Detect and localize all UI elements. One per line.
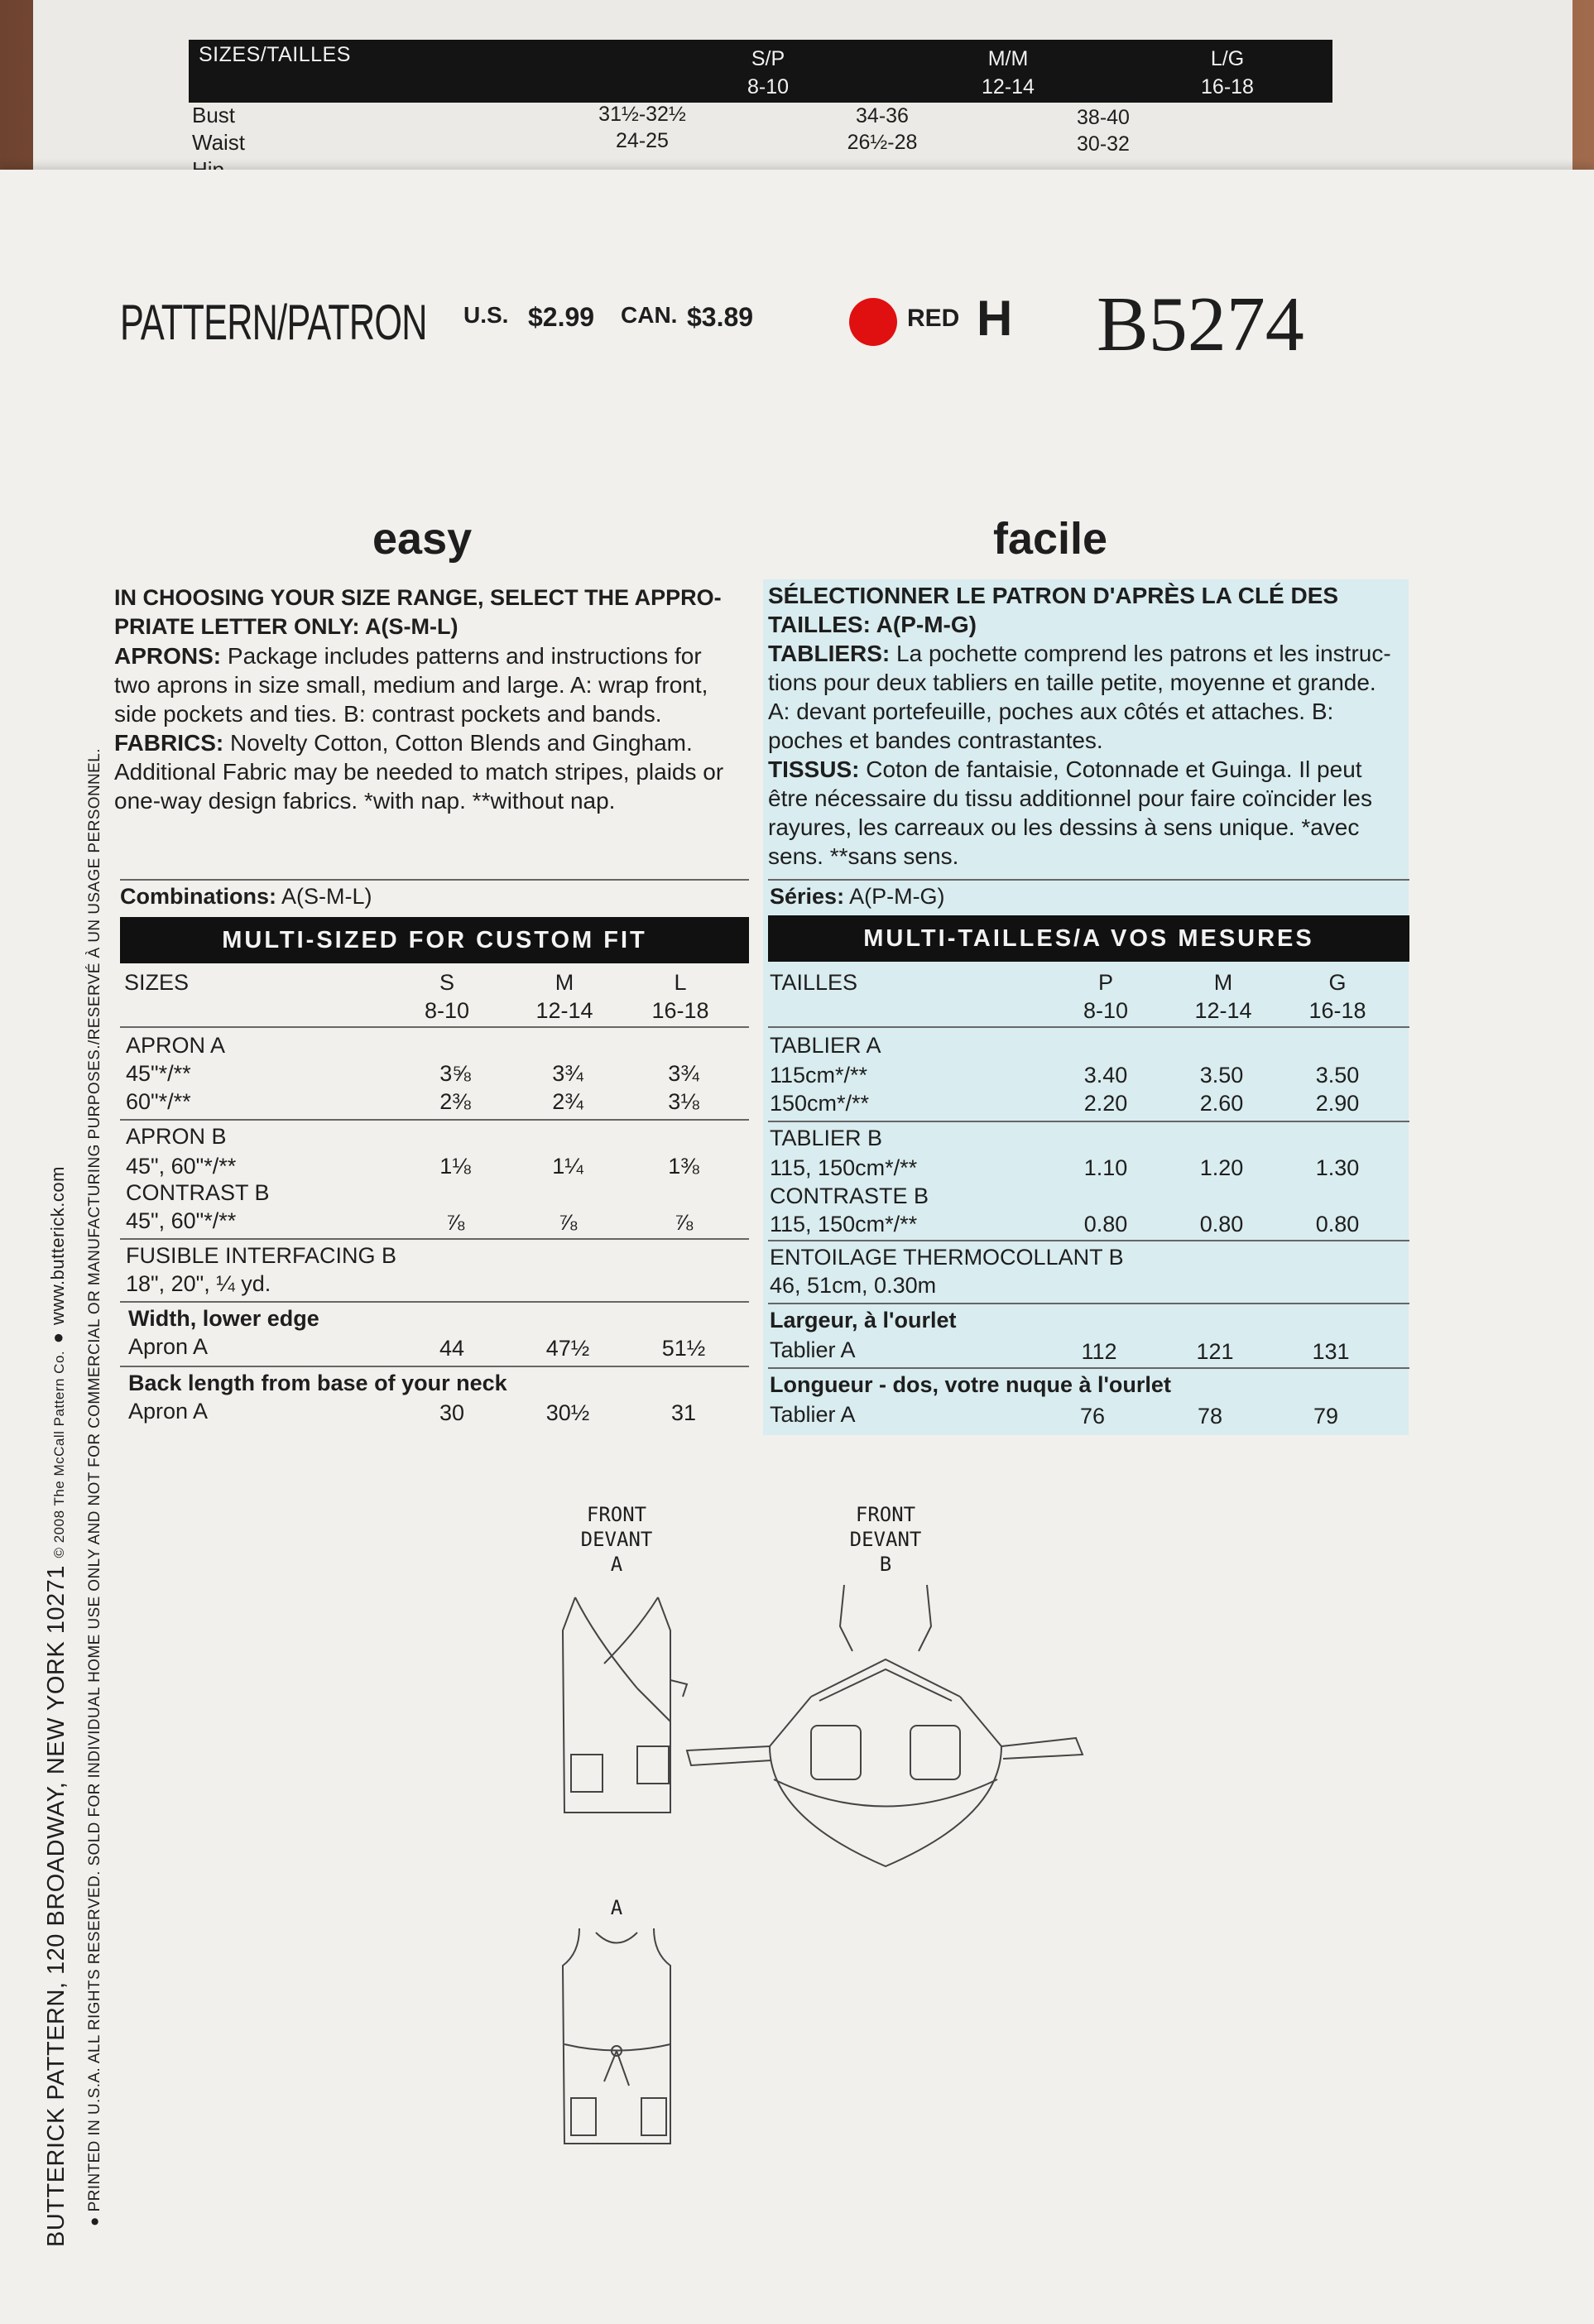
size-range-m: 12-14 — [535, 998, 593, 1023]
table-cell: 1.10 — [1083, 1155, 1128, 1180]
table-cell: 3¾ — [552, 1061, 583, 1086]
table-cell: 3¾ — [668, 1061, 699, 1086]
divider — [120, 1301, 749, 1303]
table-cell: 78 — [1197, 1404, 1223, 1428]
size-code-m: M — [555, 970, 574, 995]
size-code-m: M — [1213, 970, 1233, 995]
legal-notice: ● PRINTED IN U.S.A. ALL RIGHTS RESERVED. SOLD FOR INDIVIDUAL HOME USE ONLY AND NOT FOR COMMERCIAL OR MANUFACTURING PURPOSES./RESERVÉ À UN USAGE PERSONNEL. — [86, 748, 103, 2226]
apron-b-widths: 45", 60"*/** — [126, 1154, 237, 1179]
table-cell: 1⅛ — [439, 1154, 471, 1179]
table-cell: 3.50 — [1199, 1063, 1244, 1088]
table-cell: 3.40 — [1083, 1063, 1128, 1088]
series: Séries: A(P-M-G) — [770, 884, 945, 909]
english-title: easy — [372, 514, 473, 564]
website-text: www.butterick.com — [47, 1166, 68, 1325]
entoilage-detail: 46, 51cm, 0.30m — [770, 1273, 937, 1298]
table-cell: 3⅝ — [439, 1061, 471, 1086]
pattern-number: B5274 — [1097, 281, 1304, 367]
tablier-b-widths: 115, 150cm*/** — [770, 1155, 918, 1180]
table-cell: 1.20 — [1199, 1155, 1244, 1180]
tablier-a-115: 115cm*/** — [770, 1063, 868, 1088]
divider — [120, 1238, 749, 1240]
apron-b-front-sketch — [679, 1577, 1092, 1875]
sketch-label-front-a: FRONT DEVANT A — [580, 1503, 653, 1576]
interfacing-detail: 18", 20", ¼ yd. — [126, 1271, 271, 1296]
table-cell: 2¾ — [552, 1089, 583, 1114]
divider — [768, 879, 1409, 881]
publisher-address: BUTTERICK PATTERN, 120 BROADWAY, NEW YORK 10271 © 2008 The McCall Pattern Co. ● www.butterick.com — [43, 1166, 70, 2247]
waist-small: 24-25 — [616, 129, 669, 152]
table-cell: 1.30 — [1315, 1155, 1360, 1180]
entoilage-label: ENTOILAGE THERMOCOLLANT B — [770, 1245, 1124, 1270]
apron-a-label: APRON A — [126, 1033, 226, 1058]
size-col-medium: M/M 12-14 — [982, 47, 1035, 98]
bust-large: 38-40 — [1077, 106, 1130, 129]
table-cell: 79 — [1313, 1404, 1339, 1428]
combinations: Combinations: A(S-M-L) — [120, 884, 372, 909]
price-code: H — [977, 290, 1013, 346]
size-code-s: S — [439, 970, 454, 995]
sizes-label: SIZES — [124, 970, 190, 995]
english-description: IN CHOOSING YOUR SIZE RANGE, SELECT THE APPRO- PRIATE LETTER ONLY: A(S-M-L) APRONS: Package includes patterns and instructions for two aprons in size small, medium and large. A: wrap front, side pockets and ties. B: contrast pockets and bands. FABRICS: Novelty Cotton, Cotton Blends and Gingham. Additional Fabric may be needed to match stripes, plaids or one-way design fabrics. *with nap. **without nap. — [114, 585, 724, 814]
divider — [120, 879, 749, 881]
size-col-small: S/P 8-10 — [747, 47, 790, 98]
divider — [768, 1240, 1409, 1241]
size-code-p: P — [1097, 970, 1113, 995]
sketch-label-back-a: A — [610, 1896, 623, 1919]
interfacing-label: FUSIBLE INTERFACING B — [126, 1243, 397, 1268]
english-chart-bar: MULTI-SIZED FOR CUSTOM FIT — [120, 917, 749, 963]
sketch-label-front-b: FRONT DEVANT B — [849, 1503, 922, 1576]
size-range-s: 8-10 — [424, 998, 470, 1023]
longueur-label: Longueur - dos, votre nuque à l'ourlet — [770, 1372, 1171, 1397]
usage-text: SOLD FOR INDIVIDUAL HOME USE ONLY AND NOT FOR COMMERCIAL OR MANUFACTURING PURPOSES./RESERVÉ À UN USAGE PERSONNEL. — [86, 748, 103, 1866]
contrast-b-widths: 45", 60"*/** — [126, 1208, 237, 1233]
divider — [768, 1303, 1409, 1304]
pattern-label: PATTERN/PATRON — [120, 295, 427, 350]
table-cell: 47½ — [545, 1336, 590, 1361]
contraste-b-widths: 115, 150cm*/** — [770, 1212, 918, 1236]
table-cell: ⅞ — [558, 1210, 578, 1235]
size-range-g: 16-18 — [1308, 998, 1366, 1023]
table-cell: 0.80 — [1315, 1212, 1360, 1236]
size-col-large: L/G 16-18 — [1201, 47, 1254, 98]
table-cell: 3.50 — [1315, 1063, 1360, 1088]
table-cell: 30½ — [545, 1400, 590, 1425]
size-code-g: G — [1328, 970, 1347, 995]
size-chart-title: SIZES/TAILLES — [199, 43, 351, 66]
length-label: Back length from base of your neck — [128, 1371, 507, 1395]
longueur-row: Tablier A — [770, 1402, 856, 1427]
size-row-bust: Bust — [192, 103, 236, 127]
table-cell: 51½ — [661, 1336, 706, 1361]
largeur-row: Tablier A — [770, 1337, 856, 1362]
size-code-l: L — [674, 970, 687, 995]
table-cell: 0.80 — [1199, 1212, 1244, 1236]
table-cell: 30 — [439, 1400, 465, 1425]
table-cell: ⅞ — [674, 1210, 694, 1235]
divider — [120, 1119, 749, 1121]
french-description: SÉLECTIONNER LE PATRON D'APRÈS LA CLÉ DES TAILLES: A(P-M-G) TABLIERS: La pochette comprend les patrons et les instruc- tions pour deux tabliers en taille petite, moyenne et grande. A: devant portefeuille, poches aux côtés et attaches. B: poches et bandes contrastantes. TISSUS: Coton de fantaisie, Cotonnade et Guinga. Il peut être nécessaire du tissu additionnel pour faire coïncider les rayures, les carreaux ou les dessins à sens unique. *avec sens. **sans sens. — [768, 583, 1391, 869]
width-row: Apron A — [128, 1334, 209, 1359]
table-cell: 2.90 — [1315, 1091, 1360, 1116]
apron-b-label: APRON B — [126, 1124, 227, 1149]
table-cell: 2.20 — [1083, 1091, 1128, 1116]
table-cell: 2.60 — [1199, 1091, 1244, 1116]
table-cell: 131 — [1312, 1339, 1350, 1364]
table-cell: 44 — [439, 1336, 465, 1361]
apron-a-45: 45"*/** — [126, 1061, 191, 1086]
waist-medium: 26½-28 — [847, 131, 918, 154]
divider — [120, 1026, 749, 1028]
tablier-b-label: TABLIER B — [770, 1126, 883, 1150]
bust-medium: 34-36 — [856, 104, 909, 127]
apron-a-front-sketch — [546, 1589, 695, 1821]
us-price: $2.99 — [528, 302, 595, 332]
size-row-waist: Waist — [192, 130, 246, 155]
tailles-label: TAILLES — [770, 970, 858, 995]
apron-a-back-sketch — [546, 1920, 695, 2152]
french-chart-bar: MULTI-TAILLES/A VOS MESURES — [768, 915, 1409, 962]
divider — [120, 1366, 749, 1367]
divider — [768, 1121, 1409, 1122]
color-label: RED — [907, 305, 960, 332]
table-cell: 1¼ — [552, 1154, 583, 1179]
divider — [768, 1367, 1409, 1369]
divider — [768, 1026, 1409, 1028]
table-cell: 121 — [1196, 1339, 1234, 1364]
table-cell: 31 — [670, 1400, 697, 1425]
table-cell: 112 — [1081, 1339, 1117, 1364]
bust-small: 31½-32½ — [598, 103, 686, 126]
table-cell: ⅞ — [445, 1210, 465, 1235]
rights-text: PRINTED IN U.S.A. ALL RIGHTS RESERVED. — [86, 1870, 103, 2212]
us-label: U.S. — [463, 302, 509, 328]
size-range-l: 16-18 — [651, 998, 709, 1023]
tablier-a-label: TABLIER A — [770, 1033, 881, 1058]
french-title: facile — [993, 514, 1108, 564]
length-row: Apron A — [128, 1399, 209, 1424]
contrast-b-label: CONTRAST B — [126, 1180, 270, 1205]
table-cell: 76 — [1079, 1404, 1106, 1428]
waist-large: 30-32 — [1077, 132, 1130, 156]
table-cell: 2⅜ — [439, 1089, 471, 1114]
copyright-text: © 2008 The McCall Pattern Co. — [51, 1350, 67, 1558]
table-cell: 1⅜ — [668, 1154, 699, 1179]
can-label: CAN. — [621, 302, 678, 328]
size-range-m: 12-14 — [1194, 998, 1252, 1023]
apron-a-60: 60"*/** — [126, 1089, 191, 1114]
table-cell: 3⅛ — [668, 1089, 699, 1114]
largeur-label: Largeur, à l'ourlet — [770, 1308, 957, 1332]
contraste-b-label: CONTRASTE B — [770, 1184, 929, 1208]
red-dot-icon — [849, 298, 897, 346]
width-label: Width, lower edge — [128, 1306, 319, 1331]
table-cell: 0.80 — [1083, 1212, 1128, 1236]
size-chart-header-bar — [189, 40, 1332, 103]
can-price: $3.89 — [687, 302, 754, 332]
size-range-p: 8-10 — [1083, 998, 1129, 1023]
tablier-a-150: 150cm*/** — [770, 1091, 870, 1116]
